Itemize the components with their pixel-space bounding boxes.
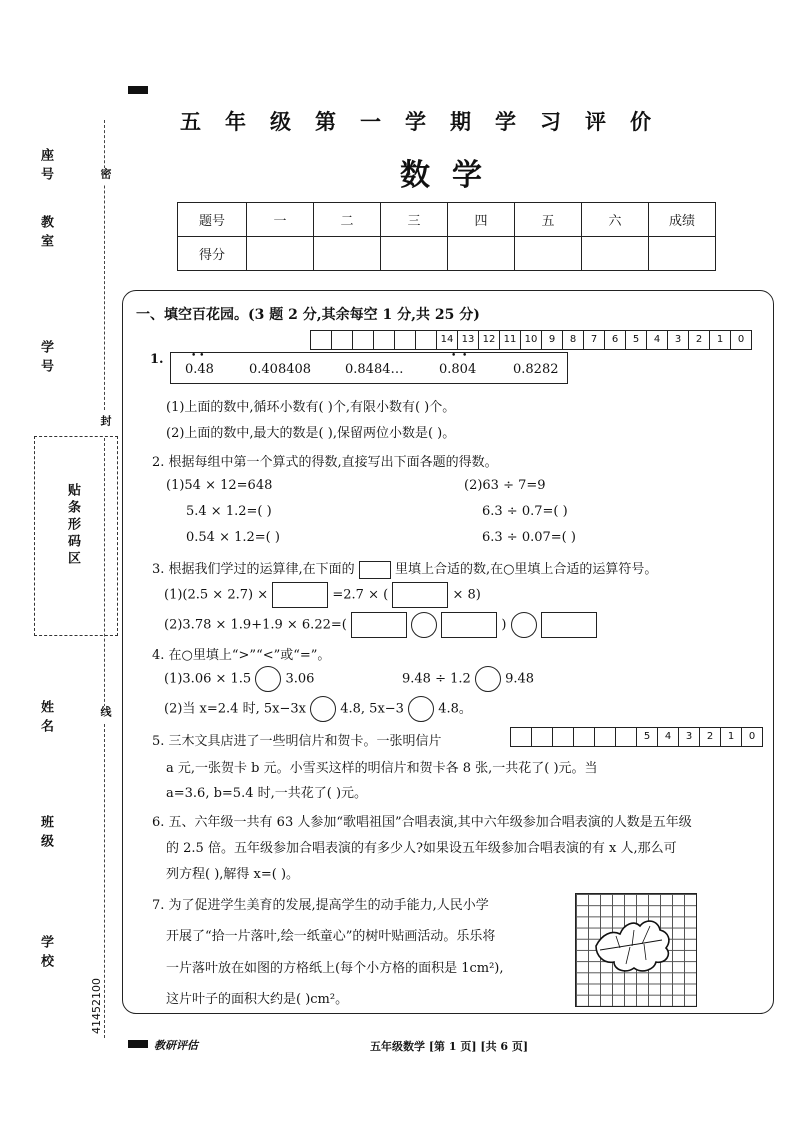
ruler-cell [595, 728, 616, 746]
q1-number-box [170, 352, 568, 384]
q4-l2-c: 4.8。 [438, 701, 472, 717]
q2-left-3: 0.54 × 1.2=( ) [186, 530, 280, 545]
ruler-cell: 1 [710, 331, 731, 349]
q5-line1: 5. 三木文具店进了一些明信片和贺卡。一张明信片 [152, 734, 442, 749]
footer-brand: 教研评估 [154, 1039, 198, 1052]
score-row-label: 得分 [178, 237, 247, 271]
name-label: 姓名 [38, 700, 53, 738]
ruler-cell: 13 [458, 331, 479, 349]
q4-line1 [164, 666, 314, 692]
q3-l1-a: (1)(2.5 × 2.7) × [164, 587, 269, 603]
answer-circle[interactable] [408, 696, 434, 722]
school-label: 学校 [38, 935, 53, 973]
q1-line1: (1)上面的数中,循环小数有( )个,有限小数有( )个。 [166, 400, 456, 415]
q3-l1-b: =2.7 × ( [332, 587, 389, 603]
section1-heading: 一、填空百花园。(3 题 2 分,其余每空 1 分,共 25 分) [136, 307, 480, 323]
ruler-cell: 6 [605, 331, 626, 349]
score-cell[interactable] [515, 237, 582, 271]
score-cell[interactable] [314, 237, 381, 271]
leaf-icon [576, 894, 696, 1006]
score-col-total: 成绩 [649, 203, 716, 237]
q5-line3: a=3.6, b=5.4 时,一共花了( )元。 [166, 786, 368, 801]
score-ruler [310, 330, 752, 350]
q2-right-1: (2)63 ÷ 7=9 [464, 478, 546, 493]
score-cell[interactable] [649, 237, 716, 271]
corner-marker [128, 86, 148, 94]
score-cell[interactable] [381, 237, 448, 271]
q6-line2: 的 2.5 倍。五年级参加合唱表演的有多少人?如果设五年级参加合唱表演的有 x 人,那么可 [166, 841, 677, 856]
ruler-cell [416, 331, 437, 349]
paper-code: 41452100 [90, 978, 103, 1034]
ruler-cell: 4 [647, 331, 668, 349]
q3-line1 [164, 582, 481, 608]
q7-line3: 一片落叶放在如图的方格纸上(每个小方格的面积是 1cm²), [166, 961, 504, 976]
score-col-2: 二 [314, 203, 381, 237]
q4-line2 [164, 696, 472, 722]
q4-l2-a: (2)当 x=2.4 时, 5x−3x [164, 701, 306, 717]
q4-l1-d: 9.48 [505, 671, 535, 687]
ruler-cell [511, 728, 532, 746]
score-col-1: 一 [247, 203, 314, 237]
ruler-cell: 8 [563, 331, 584, 349]
q4-l1-b: 3.06 [285, 671, 315, 687]
q7-line2: 开展了“拾一片落叶,绘一纸童心”的树叶贴画活动。乐乐将 [166, 929, 496, 944]
q6-line3: 列方程( ),解得 x=( )。 [166, 867, 300, 882]
ruler-cell: 0 [737, 334, 745, 345]
q1-number-item: 0.48 [185, 362, 214, 377]
page-title: 五年级第一学期学习评价 [180, 109, 675, 134]
q1-number-item: 0.8484… [345, 362, 404, 377]
seal-mark-3: 线 [99, 706, 112, 723]
ruler-cell: 0 [748, 731, 756, 742]
q7-line4: 这片叶子的面积大约是( )cm²。 [166, 992, 349, 1007]
ruler-cell [332, 331, 353, 349]
ruler-cell: 2 [700, 728, 721, 746]
ruler-cell: 5 [637, 728, 658, 746]
class-label: 班级 [38, 815, 53, 853]
footer-marker [128, 1040, 148, 1048]
score-col-5: 五 [515, 203, 582, 237]
score-col-4: 四 [448, 203, 515, 237]
ruler-cell [616, 728, 637, 746]
score-header-row [178, 203, 716, 237]
answer-circle[interactable] [475, 666, 501, 692]
score-col-label: 题号 [178, 203, 247, 237]
binding-line-upper [104, 120, 105, 410]
answer-box[interactable] [272, 582, 328, 608]
q3-l1-c: × 8) [452, 587, 481, 603]
q2-right-3: 6.3 ÷ 0.07=( ) [482, 530, 576, 545]
classroom-label: 教室 [38, 215, 53, 253]
q2-stem: 2. 根据每组中第一个算式的得数,直接写出下面各题的得数。 [152, 455, 498, 470]
q3-line2 [164, 612, 597, 638]
answer-box[interactable] [541, 612, 597, 638]
ruler-cell: 12 [479, 331, 500, 349]
barcode-area [34, 436, 118, 636]
ruler-cell: 1 [721, 728, 742, 746]
score-cell[interactable] [247, 237, 314, 271]
seal-mark-1: 密 [99, 168, 112, 185]
subject-title: 数学 [400, 158, 504, 193]
ruler-cell: 10 [521, 331, 542, 349]
ruler-cell [311, 331, 332, 349]
answer-box-sample [359, 561, 391, 579]
q1-number-item: 0.8282 [513, 362, 559, 377]
ruler-cell [553, 728, 574, 746]
q2-left-2: 5.4 × 1.2=( ) [186, 504, 272, 519]
q4-line1-right [402, 666, 534, 692]
ruler-cell [574, 728, 595, 746]
ruler-cell: 11 [500, 331, 521, 349]
answer-box[interactable] [441, 612, 497, 638]
ruler-cell: 3 [668, 331, 689, 349]
repeat-dots-1: • • [191, 351, 205, 361]
student-no-label: 学号 [38, 340, 53, 378]
q2-right-2: 6.3 ÷ 0.7=( ) [482, 504, 568, 519]
score-cell[interactable] [582, 237, 649, 271]
answer-circle[interactable] [255, 666, 281, 692]
q4-l1-c: 9.48 ÷ 1.2 [402, 671, 471, 687]
answer-circle[interactable] [411, 612, 437, 638]
seat-label: 座号 [38, 148, 53, 186]
ruler-cell [532, 728, 553, 746]
answer-box[interactable] [392, 582, 448, 608]
barcode-area-label: 贴条形码区 [65, 483, 80, 568]
q1-number-item: 0.804 [439, 362, 477, 377]
score-col-3: 三 [381, 203, 448, 237]
q7-line1: 7. 为了促进学生美育的发展,提高学生的动手能力,人民小学 [152, 898, 489, 913]
q1-number: 1. [150, 352, 164, 367]
repeat-dots-2: • • [451, 351, 468, 361]
answer-circle[interactable] [310, 696, 336, 722]
ruler-cell: 14 [437, 331, 458, 349]
score-col-6: 六 [582, 203, 649, 237]
q1-number-item: 0.408408 [249, 362, 312, 377]
score-input-row [178, 237, 716, 271]
q1-line2: (2)上面的数中,最大的数是( ),保留两位小数是( )。 [166, 426, 456, 441]
ruler-cell [395, 331, 416, 349]
answer-circle[interactable] [511, 612, 537, 638]
q5-ruler [510, 727, 763, 747]
ruler-cell [374, 331, 395, 349]
q3-l2-a: (2)3.78 × 1.9+1.9 × 6.22=( [164, 617, 347, 633]
q4-l2-b: 4.8, 5x−3 [340, 701, 404, 717]
q2-left-1: (1)54 × 12=648 [166, 478, 273, 493]
ruler-cell: 2 [689, 331, 710, 349]
ruler-cell: 5 [626, 331, 647, 349]
ruler-cell: 9 [542, 331, 563, 349]
q3-stem-a: 3. 根据我们学过的运算律,在下面的 [152, 562, 355, 577]
q4-l1-a: (1)3.06 × 1.5 [164, 671, 252, 687]
ruler-cell [353, 331, 374, 349]
answer-box[interactable] [351, 612, 407, 638]
binding-line-lower [104, 438, 105, 1038]
q6-line1: 6. 五、六年级一共有 63 人参加“歌唱祖国”合唱表演,其中六年级参加合唱表演的人数是五年级 [152, 815, 692, 830]
footer-page: 五年级数学 [第 1 页] [共 6 页] [370, 1040, 529, 1053]
seal-mark-2: 封 [99, 415, 112, 432]
leaf-grid-figure [575, 893, 697, 1007]
score-cell[interactable] [448, 237, 515, 271]
score-table [177, 202, 716, 271]
q3-stem [152, 558, 657, 579]
q4-stem: 4. 在○里填上“>”“<”或“=”。 [152, 648, 331, 663]
ruler-cell: 4 [658, 728, 679, 746]
q3-l2-b: ) [501, 617, 507, 633]
q5-line2: a 元,一张贺卡 b 元。小雪买这样的明信片和贺卡各 8 张,一共花了( )元。当 [166, 761, 598, 776]
ruler-cell: 3 [679, 728, 700, 746]
ruler-cell: 7 [584, 331, 605, 349]
q3-stem-b: 里填上合适的数,在○里填上合适的运算符号。 [394, 562, 658, 577]
